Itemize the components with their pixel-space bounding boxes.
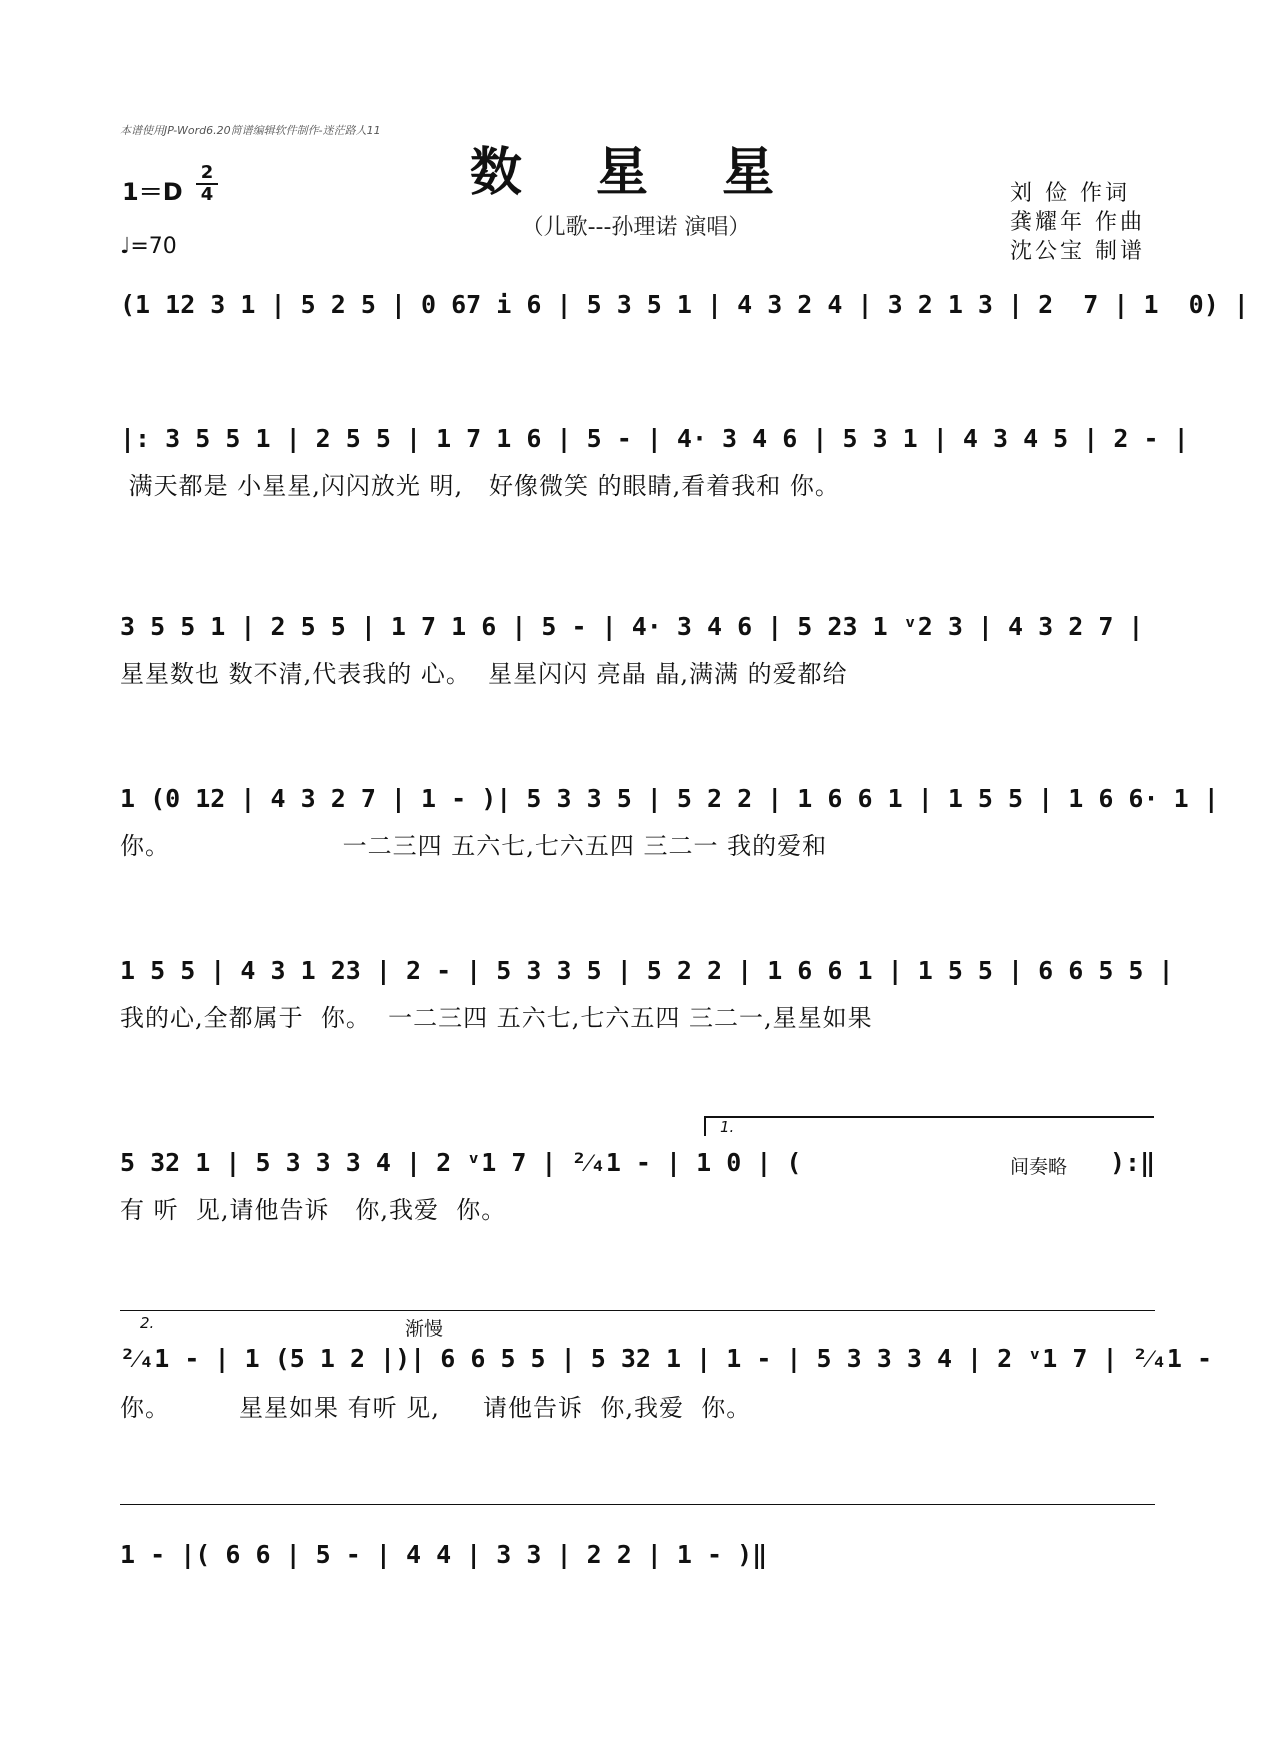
notation-line-8: 1 - |( 6 6 | 5 - | 4 4 | 3 3 | 2 2 | 1 - )‖ [120,1540,768,1569]
notation-line-4: 1 (0 12 | 4 3 2 7 | 1 - )| 5 3 3 5 | 5 2 2 | 1 6 6 1 | 1 5 5 | 1 6 6· 1 | [120,784,1219,813]
lyrics-line-7: 你。 星星如果 有听 见, 请他告诉 你,我爱 你。 [120,1394,752,1422]
notation-line-1: (1 12 3 1 | 5 2 5 | 0 67 i 6 | 5 3 5 1 | 4 3 2 4 | 3 2 1 3 | 2 7 | 1 0) | [120,290,1249,319]
time-signature [196,164,218,204]
volta-2-label: 2. [140,1314,155,1332]
key-signature: 1＝D [122,178,183,206]
notation-line-5: 1 5 5 | 4 3 1 23 | 2 - | 5 3 3 5 | 5 2 2 | 1 6 6 1 | 1 5 5 | 6 6 5 5 | [120,956,1174,985]
volta-1-label: 1. [720,1118,735,1136]
notation-line-2: |: 3 5 5 1 | 2 5 5 | 1 7 1 6 | 5 - | 4· 3 4 6 | 5 3 1 | 4 3 4 5 | 2 - | [120,424,1189,453]
ritardando-mark: 渐慢 [405,1318,444,1340]
volta-bracket-1-start [704,1116,706,1136]
time-signature-top: 2 [200,162,214,183]
watermark: 本谱使用JP-Word6.20简谱编辑软件制作-迷茫路人11 [120,124,381,137]
interlude-note: 间奏略 [1010,1156,1068,1178]
lyricist-credit: 刘 俭 作词 [1010,181,1130,206]
lyrics-line-3: 星星数也 数不清,代表我的 心。 星星闪闪 亮晶 晶,满满 的爱都给 [120,660,848,688]
subtitle: （儿歌---孙理诺 演唱） [521,215,751,240]
lyrics-line-6: 有 听 见,请他告诉 你,我爱 你。 [120,1196,507,1224]
lyrics-line-5: 我的心,全都属于 你。 一二三四 五六七,七六五四 三二一,星星如果 [120,1004,873,1032]
song-title: 数 星 星 [469,142,803,203]
notation-line-3: 3 5 5 1 | 2 5 5 | 1 7 1 6 | 5 - | 4· 3 4 6 | 5 23 1 ᵛ2 3 | 4 3 2 7 | [120,612,1144,641]
tempo-mark: ♩=70 [120,234,177,259]
notation-line-7: ²⁄₄1 - | 1 (5 1 2 |)| 6 6 5 5 | 5 32 1 | 1 - | 5 3 3 3 4 | 2 ᵛ1 7 | ²⁄₄1 - [120,1344,1228,1373]
transcriber-credit: 沈公宝 制谱 [1010,239,1145,264]
volta-bracket-2 [120,1310,1155,1311]
notation-line-6: 5 32 1 | 5 3 3 3 4 | 2 ᵛ1 7 | ²⁄₄1 - | 1 0 | ( [120,1148,802,1177]
composer-credit: 龚耀年 作曲 [1010,210,1145,235]
lyrics-line-2: 满天都是 小星星,闪闪放光 明, 好像微笑 的眼睛,看着我和 你。 [120,472,840,500]
repeat-end: ):‖ [1110,1148,1156,1177]
volta-bracket-1 [704,1116,1154,1118]
ending-bracket [120,1504,1155,1505]
time-signature-bottom: 4 [200,184,214,205]
lyrics-line-4: 你。 一二三四 五六七,七六五四 三二一 我的爱和 [120,832,828,860]
